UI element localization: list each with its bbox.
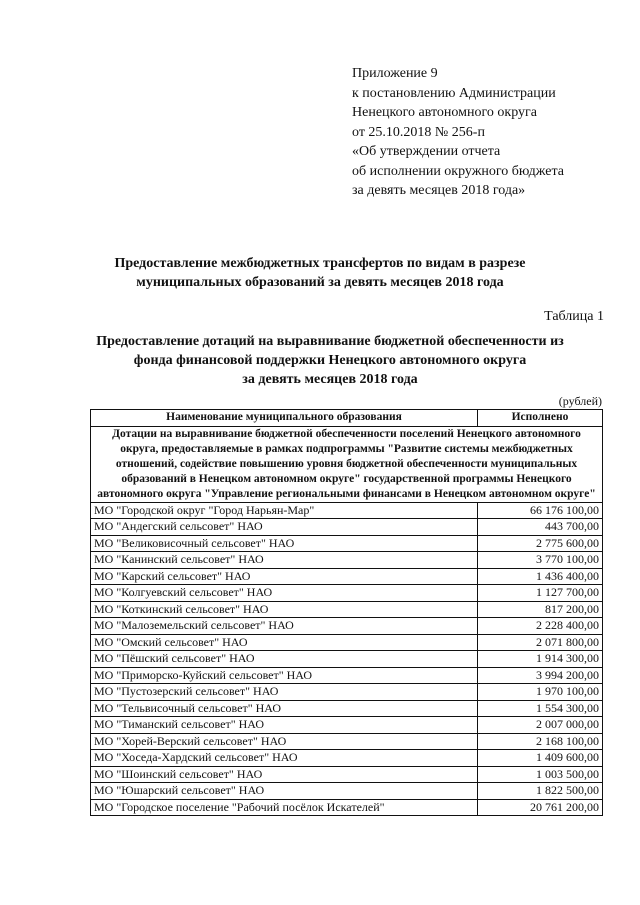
municipality-name: МО "Городское поселение "Рабочий посёлок Искателей" [91,799,478,816]
table-row [91,766,603,783]
executed-amount: 3 994 200,00 [478,667,603,684]
executed-amount: 20 761 200,00 [478,799,603,816]
municipality-name: МО "Пустозерский сельсовет" НАО [91,684,478,701]
appendix-header [352,64,632,201]
table-title-line: за девять месяцев 2018 года [242,372,418,387]
executed-amount: 2 775 600,00 [478,535,603,552]
appendix-line: Приложение 9 [352,66,438,81]
table-row [91,585,603,602]
appendix-line: «Об утверждении отчета [352,144,501,159]
table-row [91,552,603,569]
municipality-name: МО "Приморско-Куйский сельсовет" НАО [91,667,478,684]
executed-amount: 1 970 100,00 [478,684,603,701]
executed-amount: 1 554 300,00 [478,700,603,717]
table-row [91,618,603,635]
municipality-name: МО "Омский сельсовет" НАО [91,634,478,651]
appendix-line: об исполнении окружного бюджета [352,163,564,179]
appendix-line: от 25.10.2018 № 256-п [352,124,485,140]
executed-amount: 1 914 300,00 [478,651,603,668]
municipality-name: МО "Юшарский сельсовет" НАО [91,783,478,800]
executed-amount: 2 168 100,00 [478,733,603,750]
table-row [91,684,603,701]
municipality-name: МО "Хорей-Верский сельсовет" НАО [91,733,478,750]
table-row [91,519,603,536]
table-row [91,700,603,717]
column-header-name: Наименование муниципального образования [91,410,478,427]
executed-amount: 1 436 400,00 [478,568,603,585]
table-row [91,634,603,651]
table-title-line: фонда финансовой поддержки Ненецкого автономного округа [133,353,527,368]
table-label: Таблица 1 [544,309,604,324]
executed-amount: 66 176 100,00 [478,502,603,519]
column-header-value: Исполнено [478,410,603,427]
municipality-name: МО "Городской округ "Город Нарьян-Мар" [91,502,478,519]
executed-amount: 2 071 800,00 [478,634,603,651]
units-label: (рублей) [558,394,602,408]
table-row [91,568,603,585]
appendix-line: к постановлению Администрации [352,85,556,101]
table-row [91,750,603,767]
executed-amount: 1 822 500,00 [478,783,603,800]
table-row [91,717,603,734]
executed-amount: 1 127 700,00 [478,585,603,602]
municipality-name: МО "Канинский сельсовет" НАО [91,552,478,569]
table-header-row [91,410,603,427]
municipality-name: МО "Андегский сельсовет" НАО [91,519,478,536]
municipality-name: МО "Пёшский сельсовет" НАО [91,651,478,668]
document-title-line: муниципальных образований за девять месяцев 2018 года [136,275,504,290]
municipality-name: МО "Коткинский сельсовет" НАО [91,601,478,618]
executed-amount: 1 003 500,00 [478,766,603,783]
table-title-line: Предоставление дотаций на выравнивание бюджетной обеспеченности из [96,334,564,349]
table-title [60,332,600,389]
section-description: Дотации на выравнивание бюджетной обеспеченности поселений Ненецкого автономного округа, предоставляемые в рамках подпрограммы "Развитие системы межбюджетных отношений, содействие повышению уровня бюджетной обеспеченности муниципальных образований в Ненецком автономном округе" государственной программы Ненецкого автономного округа "Управление региональными финансами в Ненецком автономном округе" [91,426,603,502]
table-row [91,783,603,800]
municipality-name: МО "Шоинский сельсовет" НАО [91,766,478,783]
executed-amount: 2 228 400,00 [478,618,603,635]
transfers-table [90,409,603,816]
municipality-name: МО "Карский сельсовет" НАО [91,568,478,585]
executed-amount: 1 409 600,00 [478,750,603,767]
table-row [91,502,603,519]
municipality-name: МО "Великовисочный сельсовет" НАО [91,535,478,552]
municipality-name: МО "Колгуевский сельсовет" НАО [91,585,478,602]
executed-amount: 817 200,00 [478,601,603,618]
municipality-name: МО "Хоседа-Хардский сельсовет" НАО [91,750,478,767]
table-row [91,667,603,684]
table-row [91,733,603,750]
table-row [91,799,603,816]
executed-amount: 443 700,00 [478,519,603,536]
municipality-name: МО "Тиманский сельсовет" НАО [91,717,478,734]
appendix-line: за девять месяцев 2018 года» [352,183,526,198]
section-row [91,426,603,502]
executed-amount: 2 007 000,00 [478,717,603,734]
table-row [91,651,603,668]
municipality-name: МО "Тельвисочный сельсовет" НАО [91,700,478,717]
table-row [91,535,603,552]
document-title-line: Предоставление межбюджетных трансфертов по видам в разрезе [114,256,526,271]
document-title [60,254,580,292]
table-row [91,601,603,618]
appendix-line: Ненецкого автономного округа [352,105,537,120]
executed-amount: 3 770 100,00 [478,552,603,569]
municipality-name: МО "Малоземельский сельсовет" НАО [91,618,478,635]
